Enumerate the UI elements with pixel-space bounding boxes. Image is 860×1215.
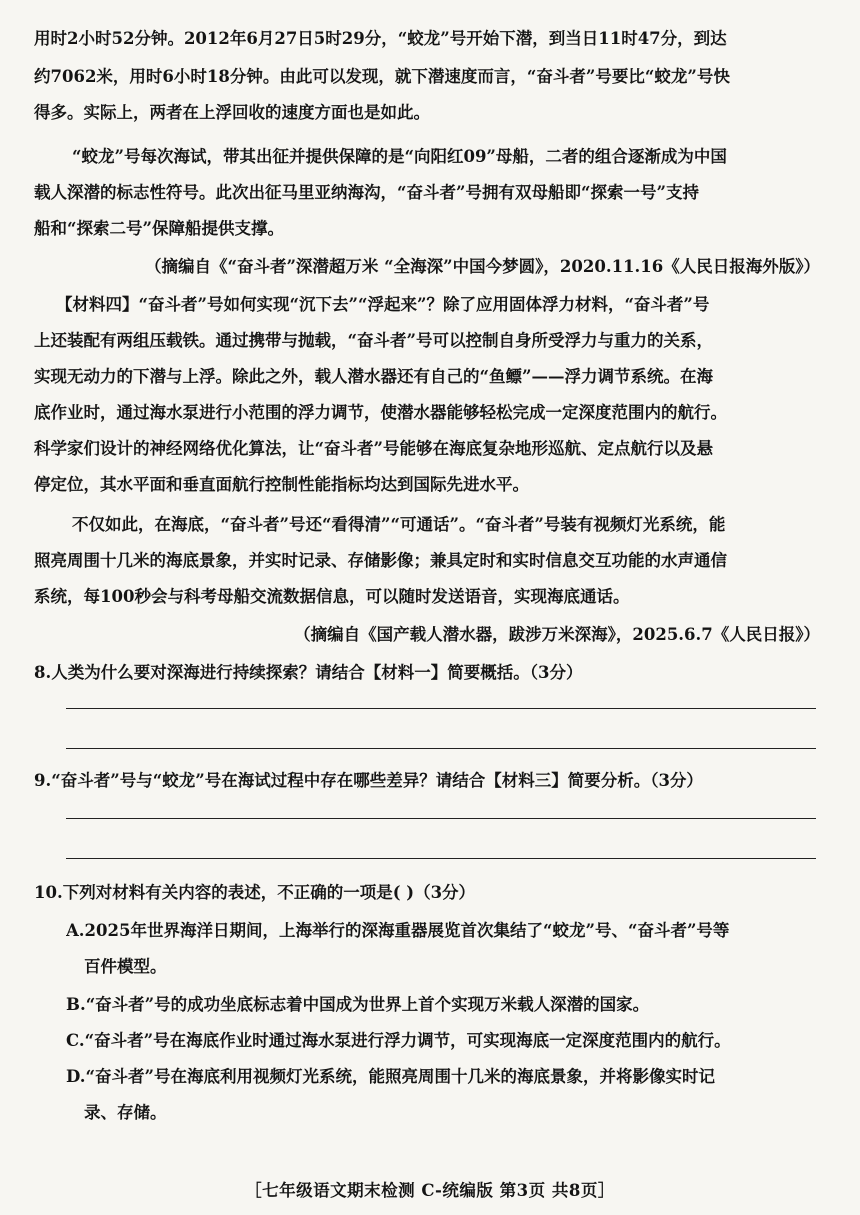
material-four-line: 【材料四】“奋斗者”号如何实现“沉下去”“浮起来”？除了应用固体浮力材料，“奋斗者”号: [56, 295, 710, 314]
question-8: 8.人类为什么要对深海进行持续探索？请结合【材料一】简要概括。（3分）: [34, 663, 583, 682]
passage-line: 船和“探索二号”保障船提供支撑。: [34, 219, 284, 238]
option-b: B.“奋斗者”号的成功坐底标志着中国成为世界上首个实现万米载人深潜的国家。: [66, 995, 650, 1014]
passage-line: 照亮周围十几米的海底景象，并实时记录、存储影像；兼具定时和实时信息交互功能的水声通信: [34, 551, 727, 570]
answer-line-q9-1[interactable]: [66, 818, 816, 819]
passage-line: “蛟龙”号每次海试，带其出征并提供保障的是“向阳红09”母船，二者的组合逐渐成为中国: [72, 147, 727, 166]
option-a-continued: 百件模型。: [84, 957, 167, 976]
source-citation: （摘编自《“奋斗者”深潜超万米 “全海深”中国今梦圆》，2020.11.16《人民日报海外版》）: [144, 257, 820, 276]
passage-line: 约7062米，用时6小时18分钟。由此可以发现，就下潜速度而言，“奋斗者”号要比“蛟龙”号快: [34, 67, 730, 86]
passage-line: 用时2小时52分钟。2012年6月27日5时29分，“蛟龙”号开始下潜，到当日11时47分，到达: [34, 29, 727, 48]
passage-line: 载人深潜的标志性符号。此次出征马里亚纳海沟，“奋斗者”号拥有双母船即“探索一号”支持: [34, 183, 699, 202]
passage-line: 底作业时，通过海水泵进行小范围的浮力调节，使潜水器能够轻松完成一定深度范围内的航行。: [34, 403, 727, 422]
passage-line: 科学家们设计的神经网络优化算法，让“奋斗者”号能够在海底复杂地形巡航、定点航行以及悬: [34, 439, 713, 458]
answer-line-q9-2[interactable]: [66, 858, 816, 859]
passage-line: 不仅如此，在海底，“奋斗者”号还“看得清”“可通话”。“奋斗者”号装有视频灯光系统，能: [72, 515, 726, 534]
passage-line: 系统，每100秒会与科考母船交流数据信息，可以随时发送语音，实现海底通话。: [34, 587, 630, 606]
option-d: D.“奋斗者”号在海底利用视频灯光系统，能照亮周围十几米的海底景象，并将影像实时记: [66, 1067, 715, 1086]
answer-line-q8-2[interactable]: [66, 748, 816, 749]
passage-line: 停定位，其水平面和垂直面航行控制性能指标均达到国际先进水平。: [34, 475, 529, 494]
option-d-continued: 录、存储。: [84, 1103, 167, 1122]
page-footer: ［七年级语文期末检测 C-统编版 第3页 共8页］: [245, 1181, 615, 1200]
option-c: C.“奋斗者”号在海底作业时通过海水泵进行浮力调节，可实现海底一定深度范围内的航行。: [66, 1031, 731, 1050]
passage-line: 上还装配有两组压载铁。通过携带与抛载，“奋斗者”号可以控制自身所受浮力与重力的关系，: [34, 331, 713, 350]
option-a: A.2025年世界海洋日期间，上海举行的深海重器展览首次集结了“蛟龙”号、“奋斗者”号等: [66, 921, 730, 940]
source-citation: （摘编自《国产载人潜水器，跋涉万米深海》，2025.6.7《人民日报》）: [294, 625, 820, 644]
passage-line: 得多。实际上，两者在上浮回收的速度方面也是如此。: [34, 103, 430, 122]
answer-line-q8-1[interactable]: [66, 708, 816, 709]
passage-line: 实现无动力的下潜与上浮。除此之外，载人潜水器还有自己的“鱼鳔”——浮力调节系统。在海: [34, 367, 713, 386]
question-9: 9.“奋斗者”号与“蛟龙”号在海试过程中存在哪些差异？请结合【材料三】简要分析。（3分）: [34, 771, 703, 790]
question-10: 10.下列对材料有关内容的表述，不正确的一项是( )（3分）: [34, 883, 476, 902]
